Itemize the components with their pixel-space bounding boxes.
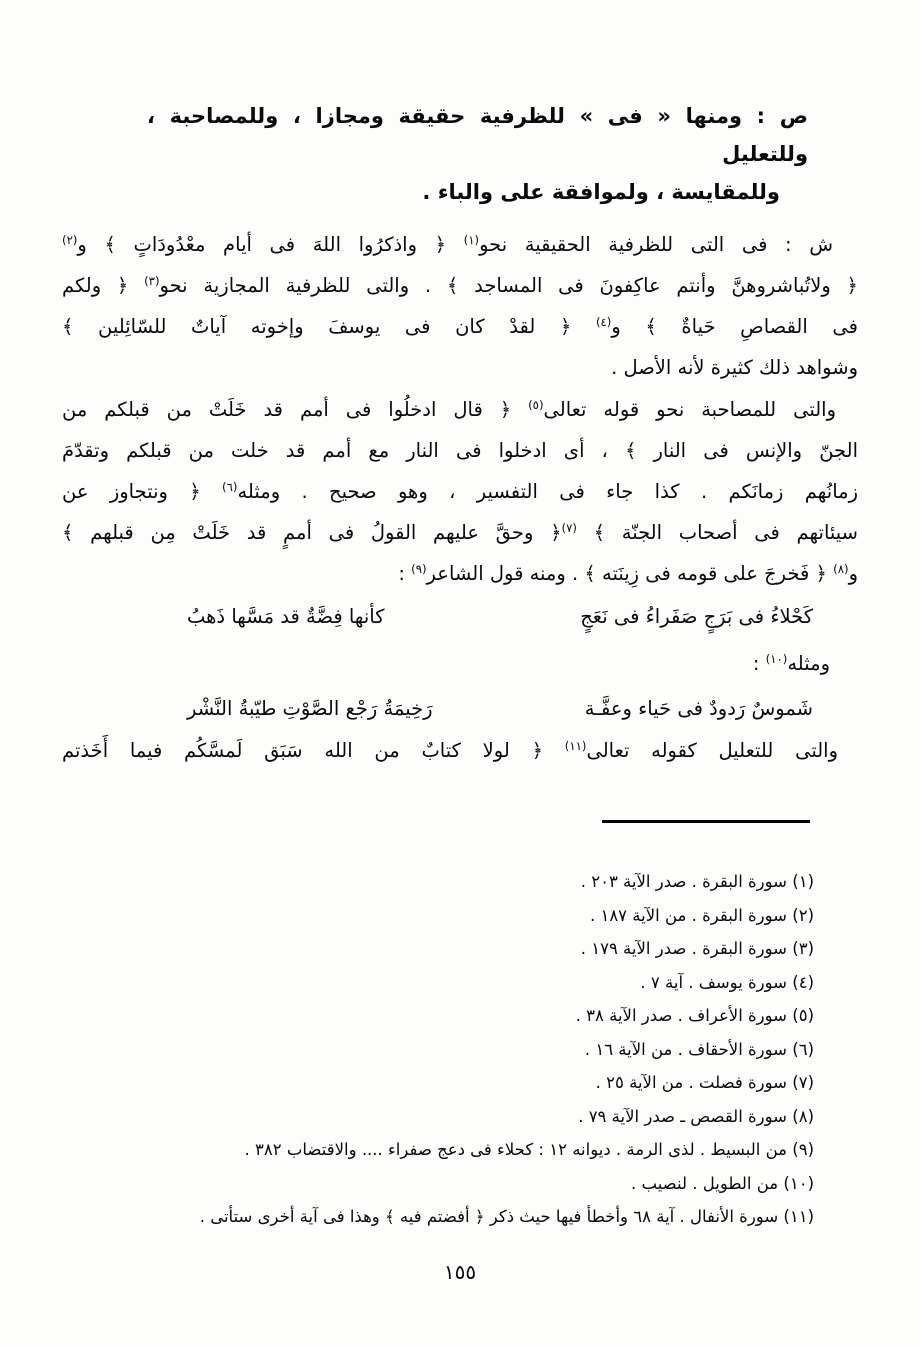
body-line: سيئاتهم فى أصحاب الجنّة ﴾ $^{(٧)}$﴿ وحقَّ عليهم القولُ فى أممٍ قد خَلَتْ مِن قبلهم ﴾ [62, 520, 858, 544]
poetry-verse-1 [62, 596, 858, 637]
footnotes [62, 865, 858, 1234]
body-line: والتى للمصاحبة نحو قوله تعالى$^{(٥)}$ ﴿ قال ادخلُوا فى أمم قد خَلَتْ من قبلكم من [62, 397, 836, 421]
paragraph-accompaniment [62, 389, 858, 594]
footnote-item: (٣) سورة البقرة . صدر الآية ١٧٩ . [580, 939, 814, 958]
body-line: و$^{(٨)}$ ﴿ فَخرجَ على قومه فى زِينَته ﴾ . ومنه قول الشاعر$^{(٩)}$ : [398, 561, 858, 585]
poetry-leadin: ومثله$^{(١٠)}$ : [752, 651, 830, 675]
footnote-item: (٥) سورة الأعراف . صدر الآية ٣٨ . [575, 1006, 814, 1025]
poetry-verse-2 [62, 688, 858, 729]
footnote-item: (١١) سورة الأنفال . آية ٦٨ وأخطأ فيها حيث ذكر ﴿ أفضتم فيه ﴾ وهذا فى آية أخرى ستأتى . [199, 1207, 814, 1226]
footnote-divider [602, 820, 810, 823]
paragraph-causal: والتى للتعليل كقوله تعالى$^{(١١)}$ ﴿ لولا كتابٌ من الله سَبَق لَمسَّكُم فيما أَخَذتم [62, 738, 838, 762]
footnote-item: (١٠) من الطويل . لنصيب . [631, 1173, 814, 1193]
hemistich-left: كأنها فِضَّةٌ قد مَسَّها ذَهبُ [187, 605, 385, 628]
paragraph-locative [62, 224, 858, 388]
body-line: زمانُهم زمانَكم . كذا جاء فى التفسير ، وهو صحيح . ومثله$^{(٦)}$ ﴿ ونتجاوز عن [62, 479, 859, 503]
hemistich-right: كَحْلاءُ فى بَرَجٍ صَفَراءُ فى نَعَجٍ [580, 605, 813, 628]
hemistich-left: رَخِيمَةُ رَجْع الصَّوْتِ طيّبةُ النَّشْر [187, 697, 433, 720]
body-line: فى القصاصِ حَياةٌ ﴾ و$^{(٤)}$ ﴿ لقدْ كان فى يوسفَ وإخوته آياتٌ للسّائِلين ﴾ [62, 314, 858, 338]
footnote-item: (٨) سورة القصص ـ صدر الآية ٧٩ . [578, 1106, 814, 1126]
footnote-item: (٢) سورة البقرة . من الآية ١٨٧ . [589, 905, 814, 925]
hemistich-right: شَموسٌ رَدودٌ فى حَياء وعفَّـة [584, 697, 813, 720]
footnote-item: (٦) سورة الأحقاف . من الآية ١٦ . [584, 1039, 814, 1059]
section-heading [62, 97, 858, 211]
footnote-item: (٧) سورة فصلت . من الآية ٢٥ . [595, 1073, 814, 1092]
page-number: ١٥٥ [443, 1259, 477, 1284]
heading-line: وللمقايسة ، ولموافقة على والباء . [422, 180, 780, 204]
footnote-item: (٩) من البسيط . لذى الرمة . ديوانه ١٢ : كحلاء فى دعج صفراء .... والاقتضاب ٣٨٢ . [244, 1140, 814, 1159]
footnote-item: (١) سورة البقرة . صدر الآية ٢٠٣ . [580, 872, 814, 891]
body-line: وشواهد ذلك كثيرة لأنه الأصل . [611, 356, 858, 379]
body-line: الجنّ والإنس فى النار ﴾ ، أى ادخلوا فى النار مع أمم قد خلت من قبلكم وتقدّمَ [62, 439, 858, 462]
footnote-item: (٤) سورة يوسف . آية ٧ . [640, 972, 814, 992]
heading-line: ص : ومنها « فى » للظرفية حقيقة ومجازا ، وللمصاحبة ، وللتعليل [147, 104, 808, 166]
body-line: ﴿ ولاتُباشروهنَّ وأنتم عاكِفونَ فى المساجد ﴾ . والتى للظرفية المجازية نحو$^{(٣)}$ ﴿ ولكم [62, 273, 858, 297]
body-line: ش : فى التى للظرفية الحقيقية نحو$^{(١)}$ ﴿ واذكرُوا اللهَ فى أيام معْدُودَاتٍ ﴾ و$^{(٢)}$ [62, 232, 833, 256]
